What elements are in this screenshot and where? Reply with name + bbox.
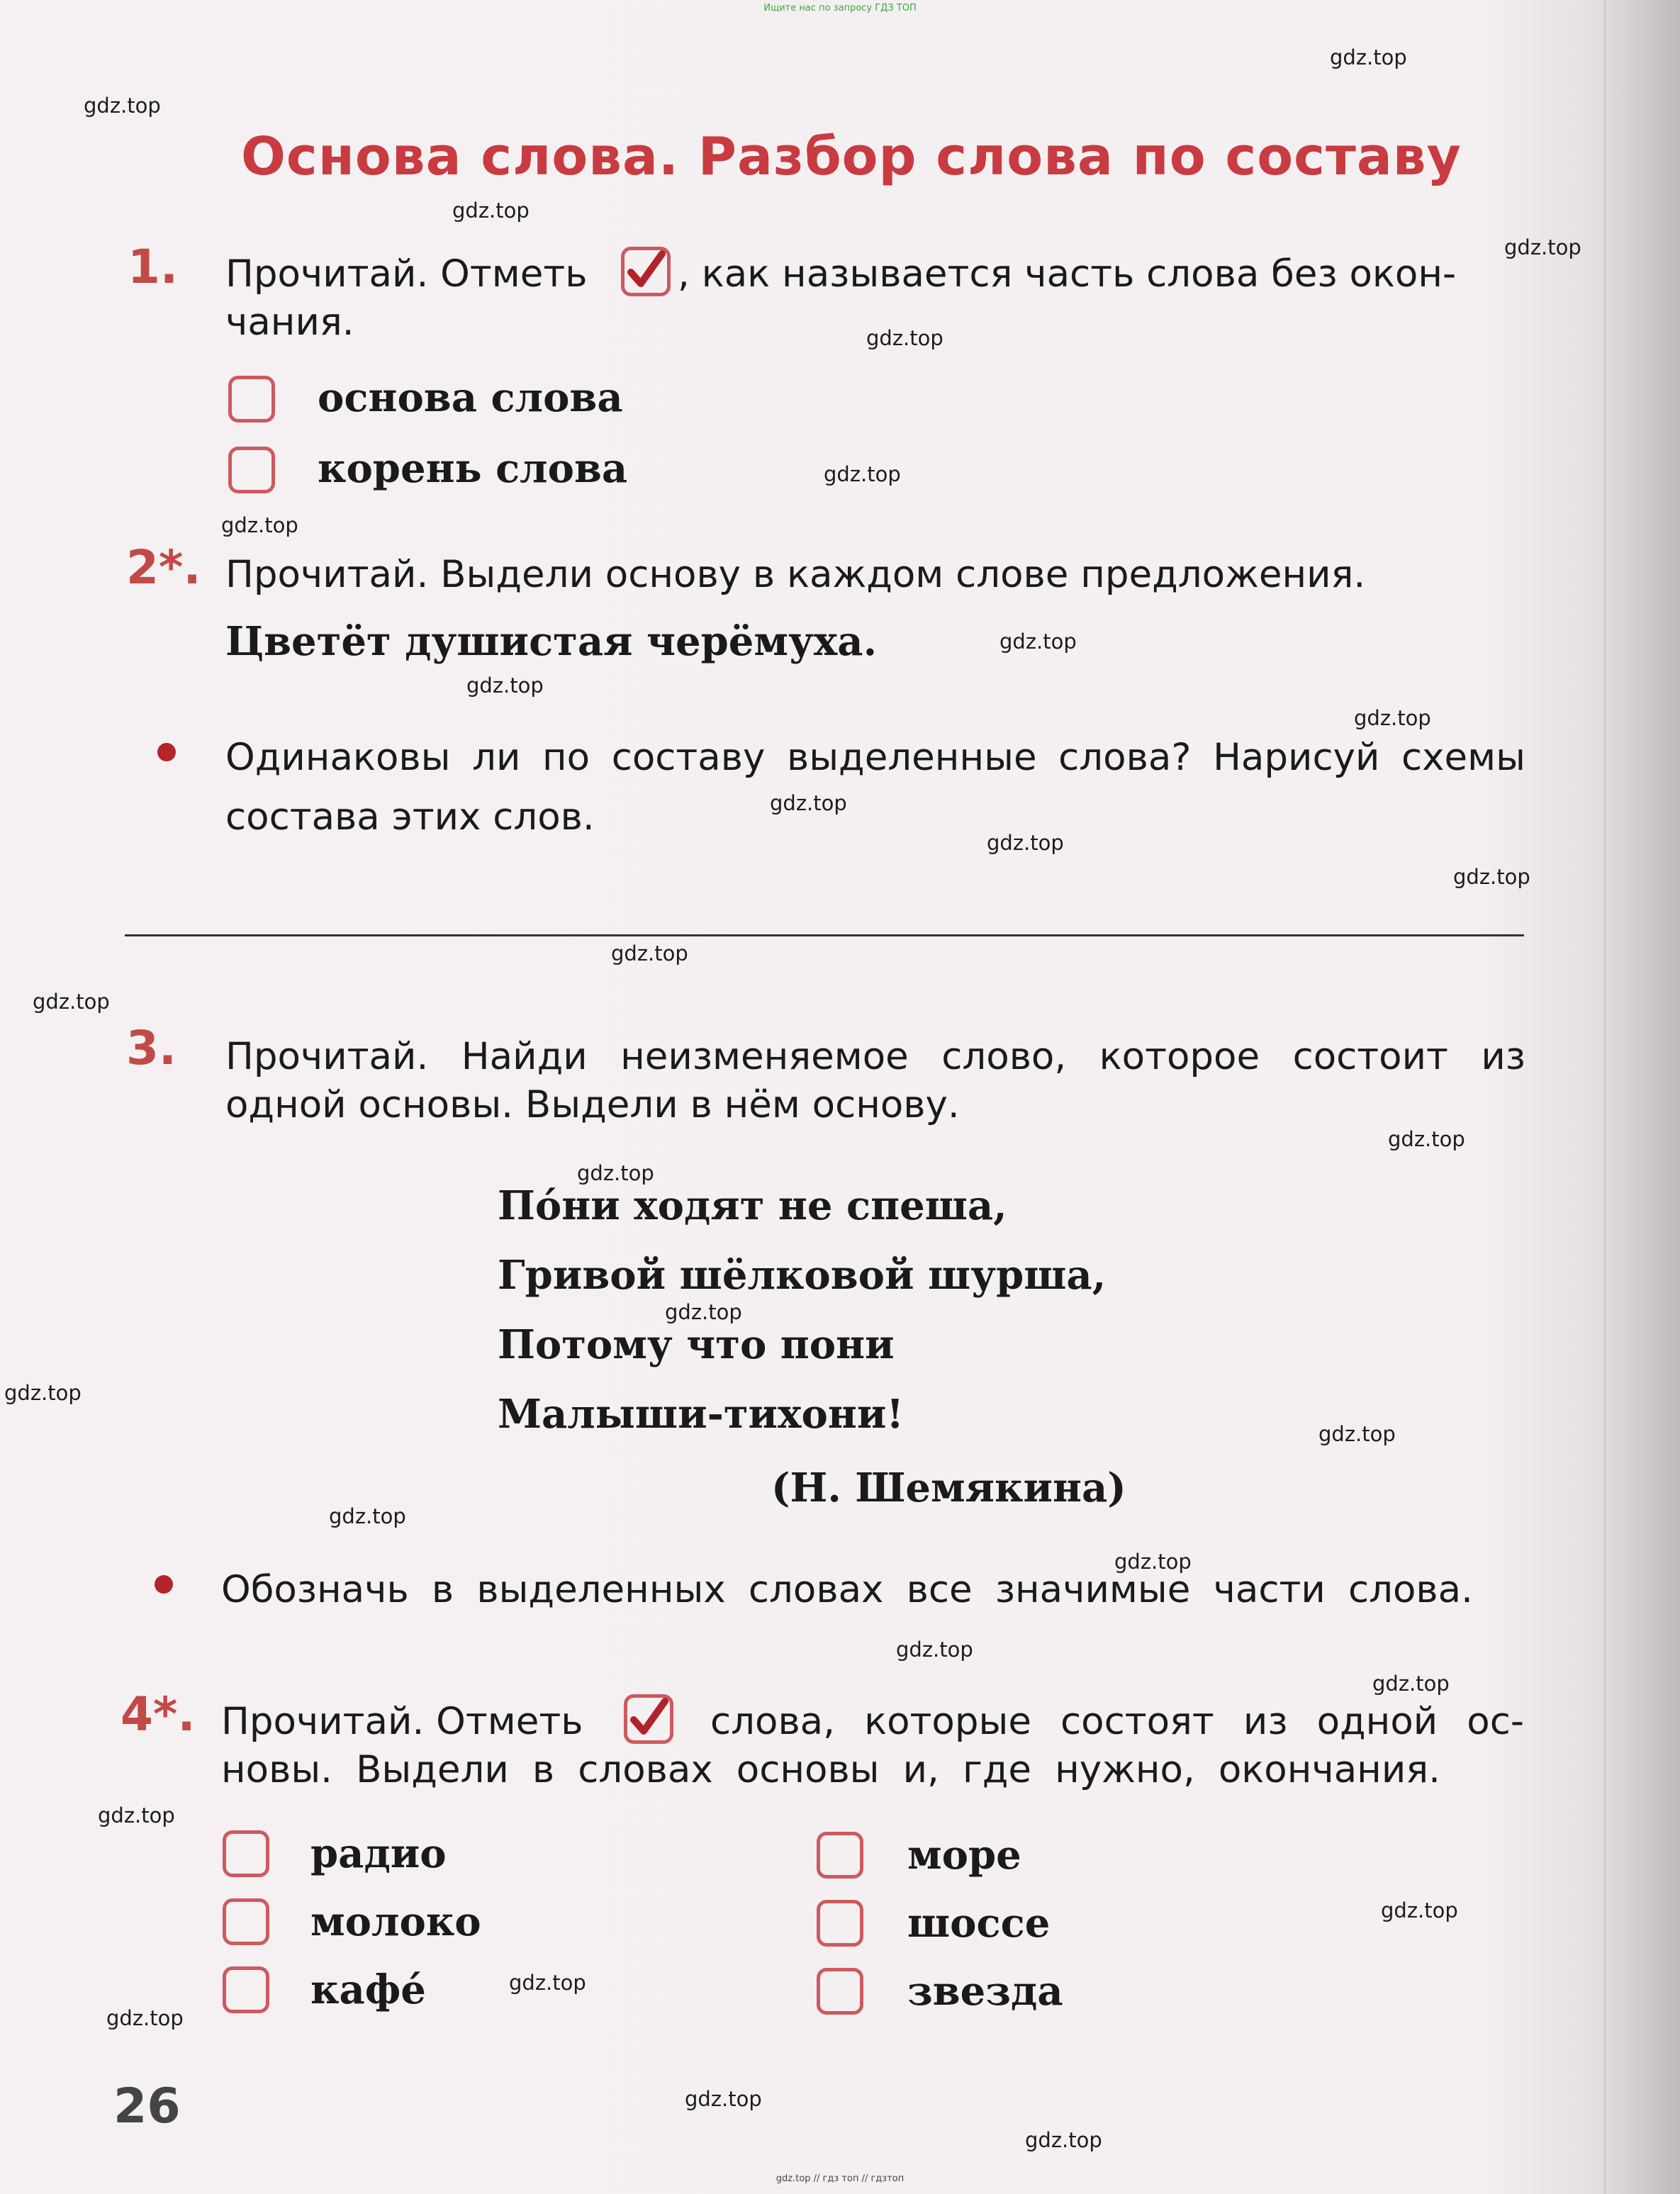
task-text-line: новы. Выдели в словах основы и, где нужно, окончания. bbox=[221, 1748, 1440, 1791]
page-fold-edge bbox=[1603, 0, 1606, 2194]
task-text-line: Обозначь в выделенных словах все значимые части слова. bbox=[221, 1568, 1473, 1611]
watermark: gdz.top bbox=[866, 326, 943, 350]
watermark: gdz.top bbox=[33, 990, 110, 1014]
watermark: gdz.top bbox=[4, 1381, 82, 1405]
poem-line: Гривой шёлковой шурша, bbox=[498, 1252, 1107, 1299]
checkbox-option[interactable] bbox=[817, 1968, 863, 2015]
watermark: gdz.top bbox=[329, 1504, 406, 1528]
watermark: gdz.top bbox=[611, 941, 688, 966]
task-text-line: , как называется часть слова без окон- bbox=[678, 252, 1457, 296]
watermark: gdz.top bbox=[221, 513, 298, 537]
sentence: Цветёт душистая черёмуха. bbox=[225, 618, 878, 665]
checkmark-icon bbox=[624, 1694, 673, 1744]
top-banner: Ищите нас по запросу ГДЗ ТОП bbox=[763, 3, 917, 13]
task-number: 1. bbox=[128, 240, 178, 294]
poem-line: Потому что пони bbox=[498, 1321, 895, 1368]
watermark: gdz.top bbox=[1381, 1898, 1458, 1922]
task-text-line: состава этих слов. bbox=[225, 795, 595, 839]
bullet-icon bbox=[155, 1575, 173, 1594]
checkbox-option[interactable] bbox=[817, 1832, 863, 1879]
option-label: корень слова bbox=[318, 445, 628, 492]
checkbox-option[interactable] bbox=[223, 1966, 269, 2013]
watermark: gdz.top bbox=[106, 2006, 184, 2030]
watermark: gdz.top bbox=[1504, 235, 1581, 259]
checkbox-option[interactable] bbox=[223, 1898, 269, 1945]
watermark: gdz.top bbox=[896, 1638, 973, 1662]
poem-line: По́ни ходят не спеша, bbox=[498, 1182, 1007, 1229]
watermark: gdz.top bbox=[98, 1803, 175, 1828]
watermark: gdz.top bbox=[770, 791, 847, 815]
task-number: 4*. bbox=[121, 1687, 196, 1742]
option-label: море bbox=[907, 1832, 1021, 1879]
bullet-icon bbox=[157, 743, 176, 761]
task-text-line: Прочитай. Выдели основу в каждом слове предложения. bbox=[225, 553, 1366, 596]
watermark: gdz.top bbox=[577, 1161, 654, 1185]
task-text-line: Одинаковы ли по составу выделенные слова? Нарисуй схемы bbox=[225, 736, 1525, 779]
option-label: молоко bbox=[310, 1898, 481, 1945]
page-title: Основа слова. Разбор слова по составу bbox=[241, 126, 1462, 187]
watermark: gdz.top bbox=[824, 462, 901, 486]
checkbox-option[interactable] bbox=[228, 376, 275, 422]
task-text-line: одной основы. Выдели в нём основу. bbox=[225, 1083, 960, 1126]
watermark: gdz.top bbox=[452, 198, 530, 223]
page-number: 26 bbox=[113, 2078, 181, 2134]
watermark: gdz.top bbox=[509, 1971, 586, 1995]
checkbox-option[interactable] bbox=[817, 1900, 863, 1947]
watermark: gdz.top bbox=[466, 673, 544, 698]
watermark: gdz.top bbox=[665, 1300, 742, 1324]
checkbox-option[interactable] bbox=[228, 447, 275, 493]
poem-author: (Н. Шемякина) bbox=[771, 1465, 1126, 1511]
task-text-line: Прочитай. Отметь bbox=[221, 1700, 583, 1743]
watermark: gdz.top bbox=[1354, 706, 1431, 730]
watermark: gdz.top bbox=[1453, 865, 1530, 889]
watermark: gdz.top bbox=[1025, 2128, 1102, 2152]
watermark: gdz.top bbox=[1330, 45, 1407, 69]
watermark: gdz.top bbox=[1388, 1127, 1465, 1151]
checkmark-icon bbox=[621, 247, 671, 296]
checkmark-sample-box bbox=[621, 247, 671, 296]
watermark: gdz.top bbox=[1114, 1550, 1192, 1574]
answer-line[interactable] bbox=[125, 934, 1524, 936]
option-label: радио bbox=[310, 1830, 447, 1877]
watermark: gdz.top bbox=[987, 831, 1064, 855]
task-text-line: чания. bbox=[225, 301, 354, 344]
task-text-line: Прочитай. Отметь bbox=[225, 252, 588, 296]
task-text-line: Прочитай. Найди неизменяемое слово, которое состоит из bbox=[225, 1035, 1525, 1078]
watermark: gdz.top bbox=[1318, 1422, 1396, 1446]
watermark: gdz.top bbox=[999, 629, 1077, 654]
option-label: звезда bbox=[907, 1968, 1063, 2015]
watermark: gdz.top bbox=[685, 2087, 762, 2111]
task-number: 3. bbox=[126, 1021, 177, 1075]
poem-line: Малыши-тихони! bbox=[498, 1391, 904, 1438]
watermark: gdz.top bbox=[84, 94, 161, 118]
checkmark-sample-box bbox=[624, 1694, 673, 1744]
task-text-line: слова, которые состоят из одной ос- bbox=[710, 1700, 1524, 1743]
watermark: gdz.top bbox=[1372, 1672, 1450, 1696]
option-label: кафе́ bbox=[310, 1966, 426, 2013]
option-label: шоссе bbox=[907, 1900, 1051, 1947]
bottom-banner: gdz.top // гдз топ // гдзтоп bbox=[775, 2173, 905, 2184]
option-label: основа слова bbox=[318, 374, 623, 421]
checkbox-option[interactable] bbox=[223, 1830, 269, 1877]
task-number: 2*. bbox=[126, 540, 201, 595]
